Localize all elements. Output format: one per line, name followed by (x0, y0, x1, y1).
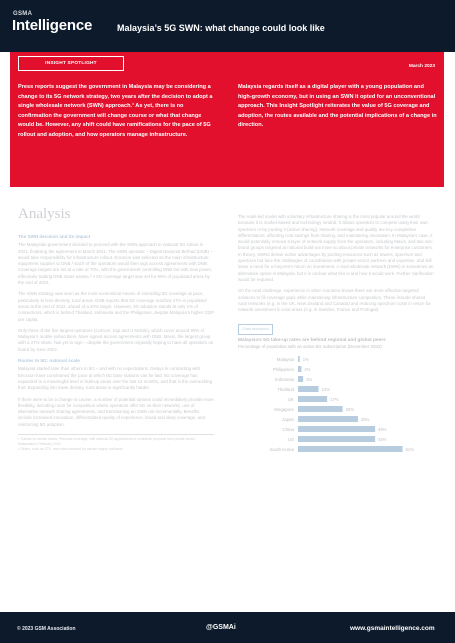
category-label: South Korea (269, 447, 294, 453)
data-label: 3% (306, 377, 313, 383)
category-label: Malaysia (276, 357, 294, 363)
paragraph: The SWN strategy was seen as the most economical means of extending 5G coverage at pace, particularly to less-densely, rural areas. DNB reports that 5G coverage reached 47% in populated areas at the end of 2022, ahead of a 40% target. However, 5G adoption stands at only 1% of connections, which is behind Thailand, Indonesia and the Philippines, despite Malaysia’s higher GDP per capita. (18, 291, 214, 322)
social-handle: @GSMAi (206, 624, 236, 631)
analysis-heading: Analysis (18, 206, 71, 222)
bar (298, 396, 327, 402)
brand-logo: Intelligence (12, 17, 93, 34)
insight-spotlight-tag: INSIGHT SPOTLIGHT (18, 56, 124, 71)
data-label: 1% (302, 357, 309, 363)
category-label: China (282, 427, 294, 433)
data-label: 45% (378, 437, 387, 443)
data-label: 17% (330, 397, 339, 403)
footnote: ¹ ‘Cabinet to decide Maxis, Petronas coverage, with national 5G applications to contribute proposal from private sector’, Malaysiakini, February 2023 (18, 437, 197, 446)
figure-tag: Chart description (238, 324, 273, 334)
data-label: 12% (321, 387, 330, 393)
data-label: 26% (345, 407, 354, 413)
section-heading: Routes to 5G: national scale (18, 358, 80, 364)
footnote: ² Others, such as ZTE, were also selected for certain supply contracts (18, 446, 123, 451)
analysis-left-column (18, 232, 214, 451)
copyright: © 2023 GSM Association (17, 626, 76, 632)
bar-chart (238, 350, 434, 460)
category-label: Japan (282, 417, 294, 423)
data-label: 35% (361, 417, 370, 423)
category-label: Indonesia (274, 377, 294, 383)
bar (298, 446, 403, 452)
publication-date: March 2023 (408, 64, 435, 69)
bar (298, 376, 303, 382)
paragraph: If there were to be a change in course, a number of potential options could immediately provide more flexibility, including room for competition where operators offer 5G on their networks, use of alternative network sharing agreements, and transitioning an SWN out incrementally. Benefits include increased innovation, differentiated quality of experience, broad and deep coverage, and reinforcing 5G adoption. (18, 396, 214, 427)
paragraph: On the rural challenge, experience in other countries shows there are more effective targeted solutions to fill coverage gaps while maintaining infrastructure competition. These include shared rural networks (e.g. in the UK, New Zealand and Canada) and reducing spectrum costs in return for network investment in rural areas (e.g. in Sweden, France and Portugal). (238, 288, 431, 313)
spotlight-left-text: Press reports suggest the government in Malaysia may be considering a change to its 5G network strategy, two years after the decision to adopt a single wholesale network (SWN) approach.¹ As yet, there is no confirmation the government will change course or what that change would be. However, any shift could have ramifications for the pace of 5G rollout and adoption, and how operators manage infrastructure. (18, 84, 213, 138)
website-link[interactable]: www.gsmaintelligence.com (350, 625, 435, 632)
category-label: US (287, 437, 294, 443)
paragraph: Malaysia started later than others in 5G – and with no expectations. Delays in contracting with Ericsson have constrained the pace at which 5G base stations can be laid. 5G coverage has expanded to a meaningful level in built-up areas over the last 12 months, and that is the overarching fruit. Expanding into lower density, rural areas is significantly harder. (18, 366, 213, 391)
category-label: UK (287, 397, 294, 403)
paragraph: The Malaysian government decided to proceed with the SWN approach to national 5G rollout in 2021, finalising the agreement in March 2021. The SWN operator – Digital Nasional Berhad (DNB) – would take responsibility for infrastructure rollout. Ericsson was selected as the main infrastructure equipment supplier to DNB.² Each of the operators would then sign access agreements with DNB. Coverage targets are set at a rate of 70%, with the government controlling DNB but with new power, effectively trading DNB share assets.³ A 5G coverage target was set for 80% of populated areas by the end of 2024. (18, 242, 213, 286)
category-label: Singapore (273, 407, 294, 413)
bar (298, 406, 343, 412)
category-label: Philippines (272, 367, 294, 373)
paragraph: The retail-led model with voluntary infrastructure sharing is the most popular around the world because it is market-based and technology neutral. It allows operators to compete using their own spectrum or by pooling it (active sharing). Network coverage and quality are key competitive differentiators, affording cost savings from sharing, and maintaining innovation. In Malaysia’s case, it would potentially remove a layer of network supply from the operators, including Maxis, and two sub-brand groups targeted at national build-out more so about private networks for enterprise customers. In theory, SWNs deliver active advantages by pooling resources such as towers, spectrum and spectrum but face the challenges of coordination with private-sector partners and expertise, and still leave a need for a long-term return on investment. A dual wholesale network (DWN) is sometimes an alternative option in Malaysia, but it is unclear what this is and how it would work. Further clarification would be required. (238, 214, 434, 282)
analysis-section (0, 188, 455, 603)
section-heading: The SWN decision and its impact (18, 234, 91, 239)
bar (298, 366, 301, 372)
footnotes (18, 434, 214, 451)
category-label: Thailand (277, 387, 294, 393)
bar (298, 356, 300, 362)
chart-subtitle: Percentage of population with an active 5G subscription (December 2022) (238, 344, 382, 350)
brand-gsma: GSMA (13, 11, 33, 17)
spotlight-right-text: Malaysia regards itself as a digital player with a young population and high-growth economy, but in using an SWN it opted for an unconventional approach. This Insight Spotlight reiterates the value of 5G coverage and adoption, the routes available and the potential implications of a change in direction. (238, 84, 437, 129)
data-label: 45% (378, 427, 387, 433)
analysis-right-column (238, 214, 434, 463)
data-label: 61% (405, 447, 414, 453)
data-label: 2% (304, 367, 311, 373)
bar (298, 386, 319, 392)
document-title: Malaysia’s 5G SWN: what change could look like (117, 23, 325, 33)
bar (298, 416, 358, 422)
bar (298, 436, 375, 442)
paragraph: Only three of the five largest operators (Celcom, Digi and U Mobile), which cover around 95% of Malaysia’s mobile subscribers, have signed access agreements with DNB. Maxis, the largest group with a 27% share, has yet to sign – despite the government originally hoping to have all operators on board by June 2022. (18, 327, 214, 352)
header-bar (0, 0, 455, 52)
chart-title: Malaysia’s 5G take-up rates are behind regional and global peers (238, 337, 386, 343)
bar (298, 426, 375, 432)
